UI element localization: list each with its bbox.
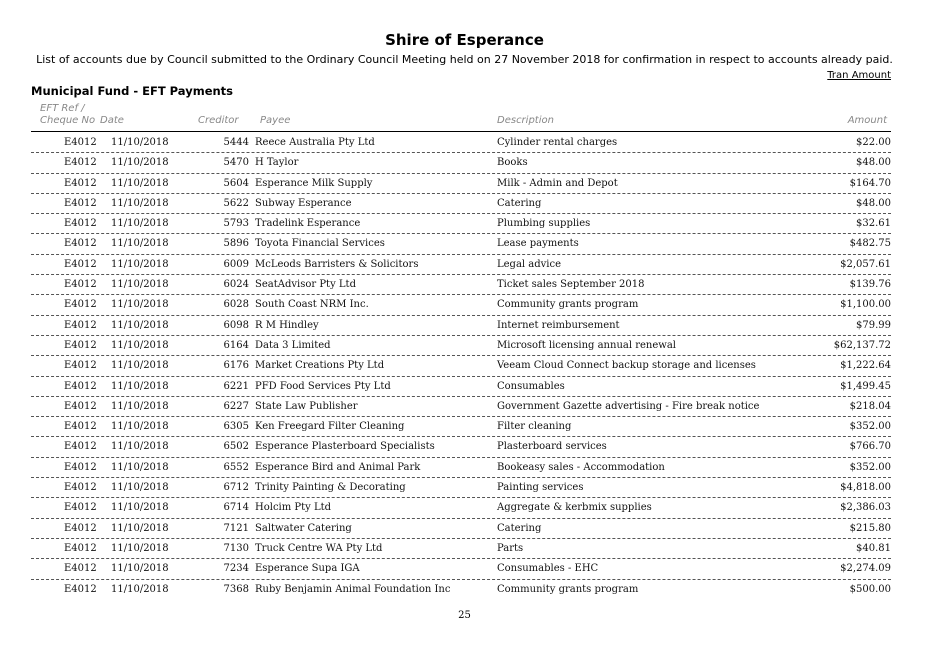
- cell-payee: PFD Food Services Pty Ltd: [255, 380, 391, 392]
- cell-payee: State Law Publisher: [255, 400, 358, 412]
- cell-creditor: 6028: [223, 299, 249, 311]
- cell-description: Legal advice: [497, 258, 562, 270]
- cell-amount: $48.00: [856, 157, 891, 169]
- cell-payee: R M Hindley: [255, 319, 319, 331]
- cell-description: Bookeasy sales - Accommodation: [497, 461, 665, 473]
- cell-ref: E4012: [64, 218, 97, 230]
- cell-description: Catering: [497, 522, 542, 534]
- section-heading: Municipal Fund - EFT Payments: [31, 84, 234, 98]
- cell-description: Microsoft licensing annual renewal: [497, 339, 676, 351]
- cell-creditor: 7130: [223, 542, 249, 554]
- column-header-creditor: Creditor: [198, 115, 239, 126]
- cell-creditor: 6712: [223, 482, 249, 494]
- cell-amount: $218.04: [849, 400, 891, 412]
- table-row: [31, 153, 891, 173]
- cell-amount: $2,057.61: [840, 258, 891, 270]
- cell-description: Consumables - EHC: [497, 563, 599, 575]
- cell-creditor: 6227: [223, 400, 249, 412]
- cell-ref: E4012: [64, 238, 97, 250]
- table-row: [31, 214, 891, 234]
- cell-date: 11/10/2018: [111, 542, 169, 554]
- cell-description: Internet reimbursement: [497, 319, 620, 331]
- cell-date: 11/10/2018: [111, 137, 169, 148]
- cell-description: Consumables: [497, 380, 565, 392]
- cell-creditor: 5793: [223, 218, 249, 230]
- cell-description: Painting services: [497, 482, 584, 494]
- cell-description: Lease payments: [497, 238, 579, 250]
- cell-description: Aggregate & kerbmix supplies: [497, 502, 652, 514]
- cell-amount: $79.99: [856, 319, 891, 331]
- page-title: Shire of Esperance: [385, 31, 544, 49]
- table-row: [31, 194, 891, 214]
- cell-payee: SeatAdvisor Pty Ltd: [255, 279, 356, 291]
- table-row: [31, 295, 891, 315]
- cell-ref: E4012: [64, 157, 97, 169]
- column-header-ref-line1: EFT Ref /: [40, 103, 85, 114]
- cell-date: 11/10/2018: [111, 380, 169, 392]
- cell-date: 11/10/2018: [111, 522, 169, 534]
- cell-description: Milk - Admin and Depot: [497, 177, 618, 189]
- cell-creditor: 5444: [223, 137, 249, 148]
- cell-amount: $2,386.03: [840, 502, 891, 514]
- cell-description: Government Gazette advertising - Fire break notice: [497, 400, 760, 412]
- table-row: [31, 174, 891, 194]
- cell-ref: E4012: [64, 319, 97, 331]
- cell-payee: Subway Esperance: [255, 197, 352, 209]
- cell-ref: E4012: [64, 563, 97, 575]
- cell-creditor: 6098: [223, 319, 249, 331]
- cell-date: 11/10/2018: [111, 299, 169, 311]
- table-row: [31, 377, 891, 397]
- cell-amount: $40.81: [856, 542, 891, 554]
- cell-amount: $139.76: [849, 279, 891, 291]
- cell-payee: Esperance Milk Supply: [255, 177, 373, 189]
- cell-payee: H Taylor: [255, 157, 299, 169]
- cell-amount: $2,274.09: [840, 563, 891, 575]
- table-row: [31, 255, 891, 275]
- cell-ref: E4012: [64, 279, 97, 291]
- cell-amount: $32.61: [856, 218, 891, 230]
- cell-date: 11/10/2018: [111, 583, 169, 595]
- cell-amount: $1,499.45: [840, 380, 891, 392]
- table-row: [31, 234, 891, 254]
- table-row: [31, 539, 891, 559]
- cell-description: Cylinder rental charges: [497, 137, 618, 148]
- cell-ref: E4012: [64, 197, 97, 209]
- cell-amount: $352.00: [849, 461, 891, 473]
- cell-amount: $22.00: [856, 137, 891, 148]
- table-row: [31, 133, 891, 153]
- cell-date: 11/10/2018: [111, 360, 169, 372]
- cell-payee: Trinity Painting & Decorating: [255, 482, 406, 494]
- cell-date: 11/10/2018: [111, 502, 169, 514]
- cell-creditor: 6176: [223, 360, 249, 372]
- cell-amount: $500.00: [849, 583, 891, 595]
- cell-amount: $1,100.00: [840, 299, 891, 311]
- cell-ref: E4012: [64, 339, 97, 351]
- table-row: [31, 519, 891, 539]
- cell-date: 11/10/2018: [111, 441, 169, 453]
- cell-description: Veeam Cloud Connect backup storage and licenses: [497, 360, 756, 372]
- column-header-payee: Payee: [260, 115, 291, 126]
- cell-date: 11/10/2018: [111, 319, 169, 331]
- cell-payee: Esperance Supa IGA: [255, 563, 360, 575]
- cell-description: Plumbing supplies: [497, 218, 591, 230]
- table-row: [31, 316, 891, 336]
- column-header-description: Description: [497, 115, 554, 126]
- cell-amount: $4,818.00: [840, 482, 891, 494]
- cell-payee: Ken Freegard Filter Cleaning: [255, 421, 405, 433]
- cell-ref: E4012: [64, 177, 97, 189]
- cell-date: 11/10/2018: [111, 238, 169, 250]
- cell-creditor: 6714: [223, 502, 249, 514]
- table-row: [31, 417, 891, 437]
- cell-amount: $164.70: [849, 177, 891, 189]
- cell-ref: E4012: [64, 583, 97, 595]
- cell-ref: E4012: [64, 542, 97, 554]
- cell-amount: $48.00: [856, 197, 891, 209]
- cell-payee: Esperance Bird and Animal Park: [255, 461, 421, 473]
- cell-amount: $215.80: [849, 522, 891, 534]
- cell-description: Catering: [497, 197, 542, 209]
- cell-ref: E4012: [64, 299, 97, 311]
- cell-ref: E4012: [64, 137, 97, 148]
- cell-ref: E4012: [64, 380, 97, 392]
- cell-creditor: 6164: [223, 339, 249, 351]
- cell-payee: Ruby Benjamin Animal Foundation Inc: [255, 583, 451, 595]
- cell-creditor: 7368: [223, 583, 249, 595]
- cell-ref: E4012: [64, 441, 97, 453]
- cell-creditor: 5470: [223, 157, 249, 169]
- cell-creditor: 7121: [223, 522, 249, 534]
- cell-creditor: 6024: [223, 279, 249, 291]
- cell-date: 11/10/2018: [111, 339, 169, 351]
- cell-payee: Tradelink Esperance: [255, 218, 361, 230]
- cell-ref: E4012: [64, 360, 97, 372]
- cell-creditor: 6009: [223, 258, 249, 270]
- cell-description: Plasterboard services: [497, 441, 607, 453]
- cell-date: 11/10/2018: [111, 563, 169, 575]
- cell-creditor: 6305: [223, 421, 249, 433]
- cell-payee: Truck Centre WA Pty Ltd: [255, 542, 383, 554]
- cell-ref: E4012: [64, 482, 97, 494]
- cell-creditor: 6552: [223, 461, 249, 473]
- cell-date: 11/10/2018: [111, 258, 169, 270]
- table-row: [31, 275, 891, 295]
- cell-date: 11/10/2018: [111, 177, 169, 189]
- page-subtitle: List of accounts due by Council submitted to the Ordinary Council Meeting held on 27 November 2018 for confirmation in respect to accounts already paid.: [36, 53, 893, 66]
- cell-creditor: 5604: [223, 177, 249, 189]
- cell-date: 11/10/2018: [111, 421, 169, 433]
- cell-date: 11/10/2018: [111, 482, 169, 494]
- cell-creditor: 6502: [223, 441, 249, 453]
- cell-ref: E4012: [64, 522, 97, 534]
- cell-creditor: 7234: [223, 563, 249, 575]
- column-header-date: Date: [100, 115, 124, 126]
- tran-amount-label: Tran Amount: [827, 70, 891, 81]
- cell-amount: $766.70: [849, 441, 891, 453]
- table-row: [31, 397, 891, 417]
- cell-date: 11/10/2018: [111, 279, 169, 291]
- column-header-ref: [40, 103, 104, 127]
- table-row: [31, 498, 891, 518]
- cell-creditor: 6221: [223, 380, 249, 392]
- cell-date: 11/10/2018: [111, 400, 169, 412]
- payments-table-body: [31, 133, 891, 599]
- cell-date: 11/10/2018: [111, 157, 169, 169]
- column-header-ref-line2: Cheque No: [40, 115, 96, 126]
- cell-ref: E4012: [64, 461, 97, 473]
- cell-payee: South Coast NRM Inc.: [255, 299, 369, 311]
- page-number: 25: [458, 610, 471, 621]
- table-row: [31, 356, 891, 376]
- table-row: [31, 336, 891, 356]
- cell-description: Filter cleaning: [497, 421, 572, 433]
- cell-amount: $482.75: [849, 238, 891, 250]
- cell-description: Ticket sales September 2018: [497, 279, 645, 291]
- cell-description: Books: [497, 157, 528, 169]
- cell-description: Parts: [497, 542, 524, 554]
- cell-description: Community grants program: [497, 299, 639, 311]
- cell-ref: E4012: [64, 258, 97, 270]
- cell-ref: E4012: [64, 400, 97, 412]
- cell-payee: Saltwater Catering: [255, 522, 352, 534]
- cell-creditor: 5622: [223, 197, 249, 209]
- cell-ref: E4012: [64, 502, 97, 514]
- cell-date: 11/10/2018: [111, 218, 169, 230]
- column-header-amount: Amount: [847, 115, 887, 126]
- cell-date: 11/10/2018: [111, 461, 169, 473]
- cell-date: 11/10/2018: [111, 197, 169, 209]
- cell-payee: Market Creations Pty Ltd: [255, 360, 385, 372]
- cell-payee: Holcim Pty Ltd: [255, 502, 332, 514]
- table-row: [31, 559, 891, 579]
- table-row: [31, 478, 891, 498]
- table-row: [31, 437, 891, 457]
- table-row: [31, 458, 891, 478]
- cell-ref: E4012: [64, 421, 97, 433]
- table-header: [31, 101, 891, 132]
- cell-amount: $352.00: [849, 421, 891, 433]
- cell-amount: $1,222.64: [840, 360, 891, 372]
- cell-payee: Data 3 Limited: [255, 339, 331, 351]
- cell-payee: Esperance Plasterboard Specialists: [255, 441, 435, 453]
- cell-payee: Toyota Financial Services: [255, 238, 385, 250]
- table-row: [31, 580, 891, 599]
- cell-payee: Reece Australia Pty Ltd: [255, 137, 375, 148]
- cell-description: Community grants program: [497, 583, 639, 595]
- cell-payee: McLeods Barristers & Solicitors: [255, 258, 419, 270]
- cell-creditor: 5896: [223, 238, 249, 250]
- cell-amount: $62,137.72: [833, 339, 891, 351]
